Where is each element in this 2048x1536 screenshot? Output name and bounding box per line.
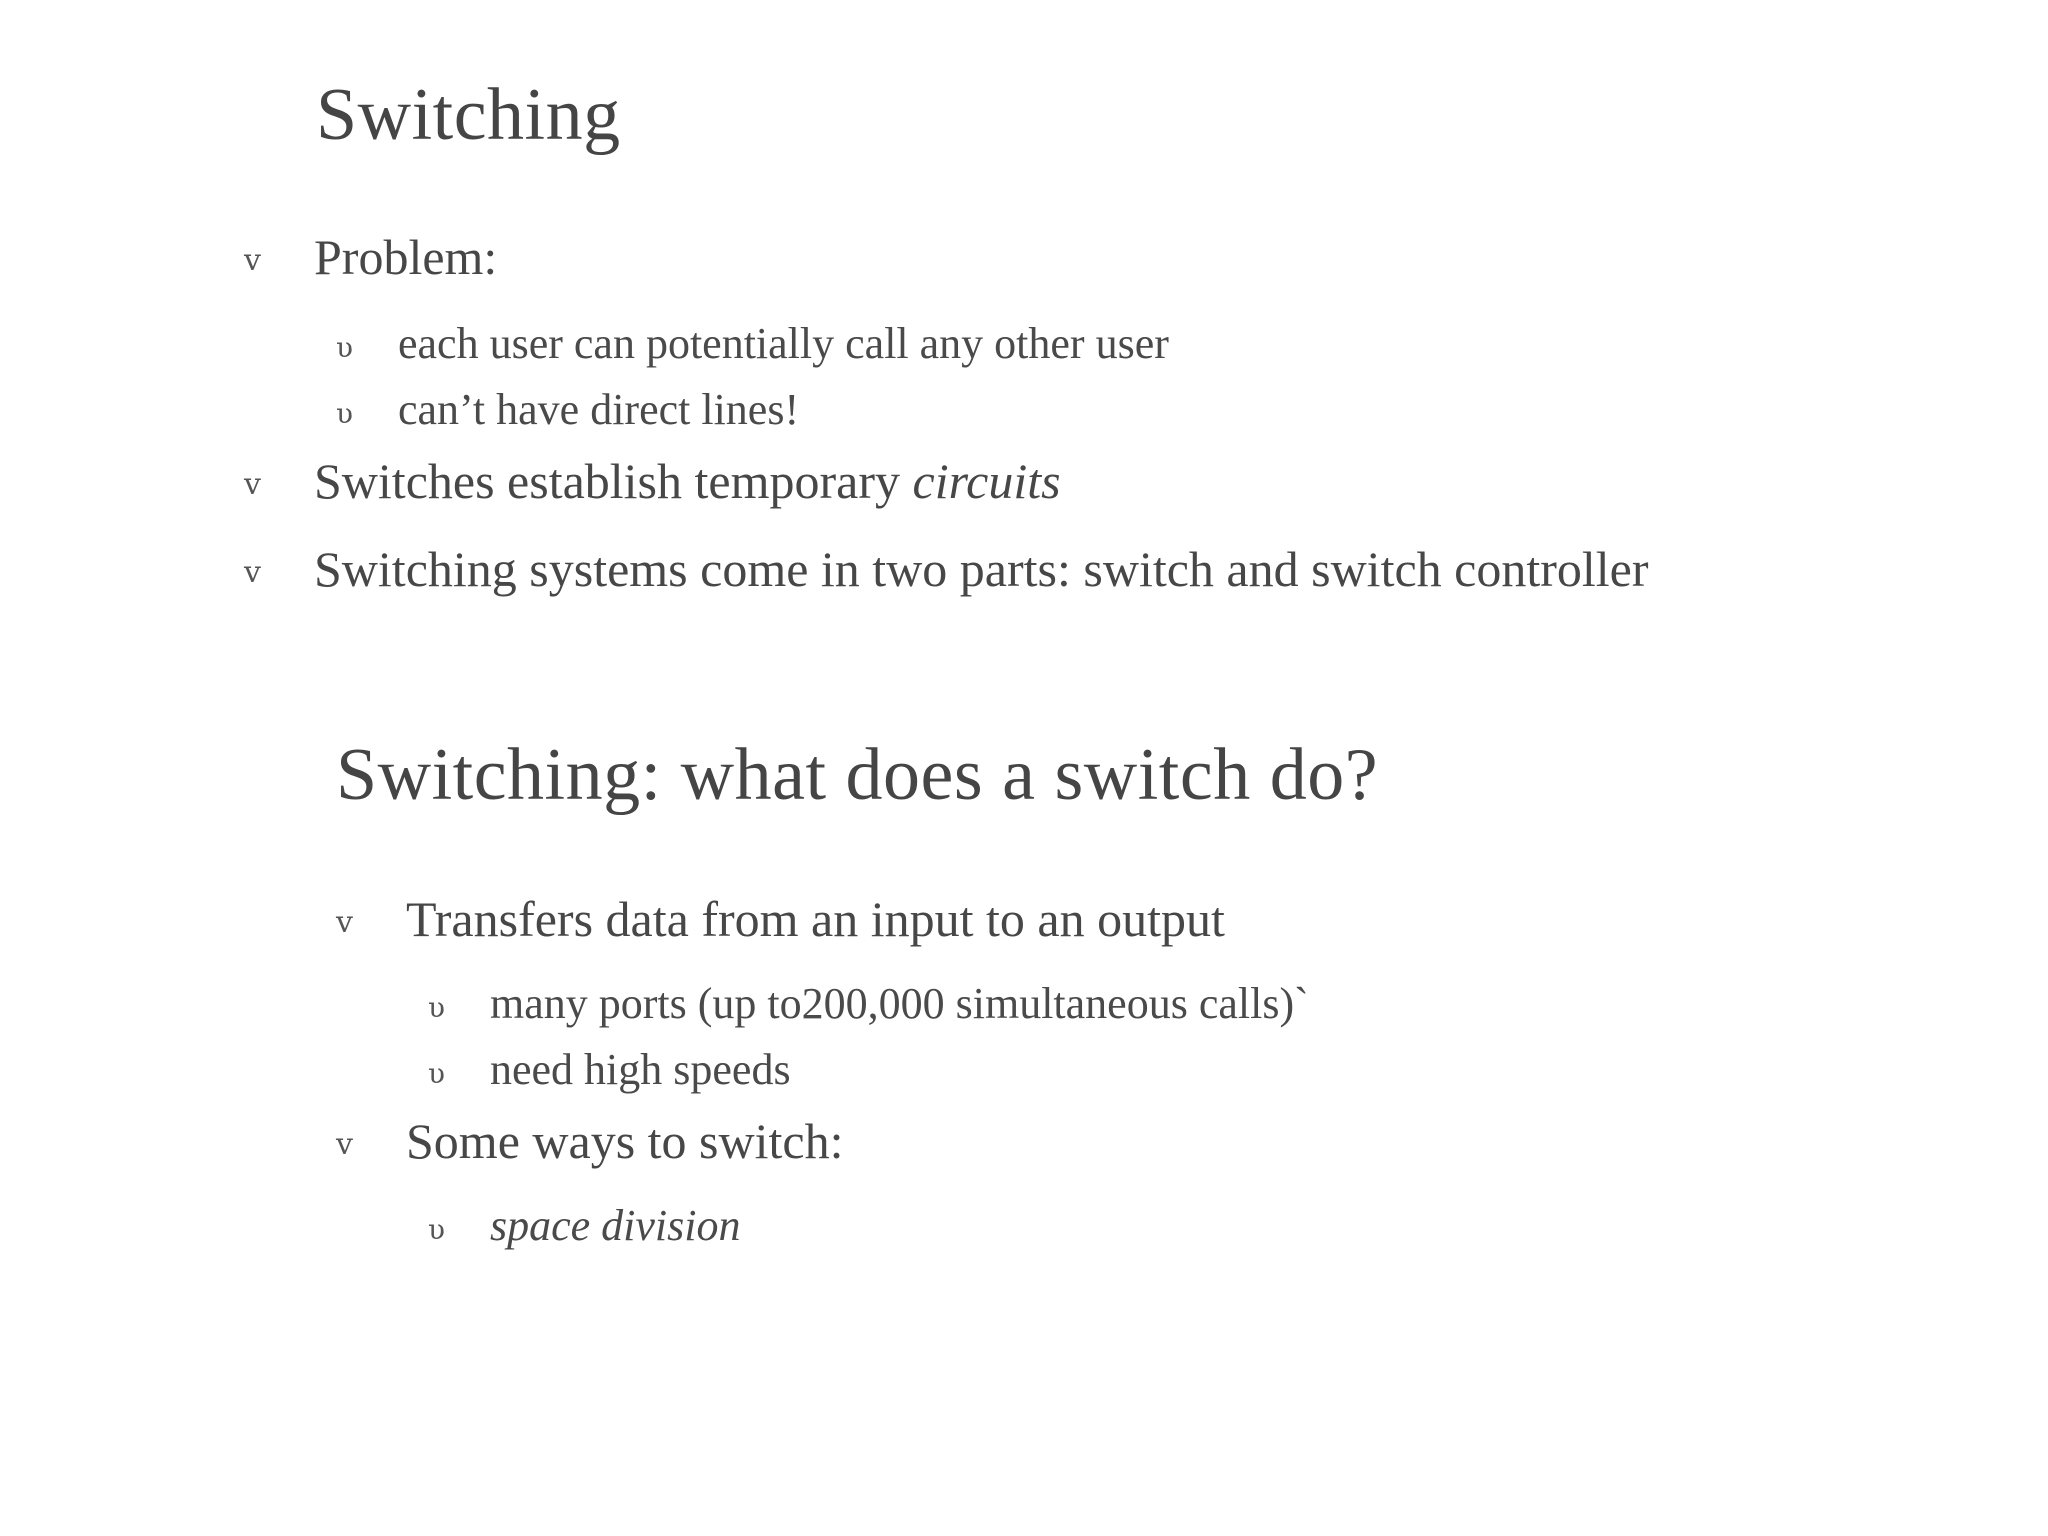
bullet-marker-v: v (244, 243, 261, 278)
slide-2-title: Switching: what does a switch do? (336, 734, 1379, 816)
bullet-text: each user can potentially call any other user (398, 319, 1169, 368)
bullet-text: many ports (up to200,000 simultaneous calls)` (490, 979, 1309, 1028)
bullet-marker-v: v (336, 1127, 353, 1162)
slide-1-title: Switching (316, 74, 621, 156)
bullet-text: Some ways to switch: (406, 1113, 844, 1169)
bullet-text-plain: Switches establish temporary (314, 453, 913, 509)
bullet-text: need high speeds (490, 1045, 791, 1094)
bullet-marker-u: υ (336, 331, 354, 364)
bullet-marker-v: v (244, 555, 261, 590)
bullet-marker-u: υ (428, 991, 446, 1024)
bullet-text: can’t have direct lines! (398, 385, 800, 434)
bullet-text (314, 453, 1061, 509)
bullet-text-emphasis: circuits (912, 453, 1061, 509)
bullet-marker-u: υ (428, 1213, 446, 1246)
bullet-marker-v: v (244, 467, 261, 502)
bullet-marker-u: υ (428, 1057, 446, 1090)
bullet-text: space division (490, 1201, 741, 1250)
bullet-marker-u: υ (336, 397, 354, 430)
bullet-text: Switching systems come in two parts: switch and switch controller (314, 541, 1649, 597)
bullet-marker-v: v (336, 905, 353, 940)
bullet-text: Transfers data from an input to an output (406, 891, 1225, 947)
bullet-text: Problem: (314, 229, 498, 285)
